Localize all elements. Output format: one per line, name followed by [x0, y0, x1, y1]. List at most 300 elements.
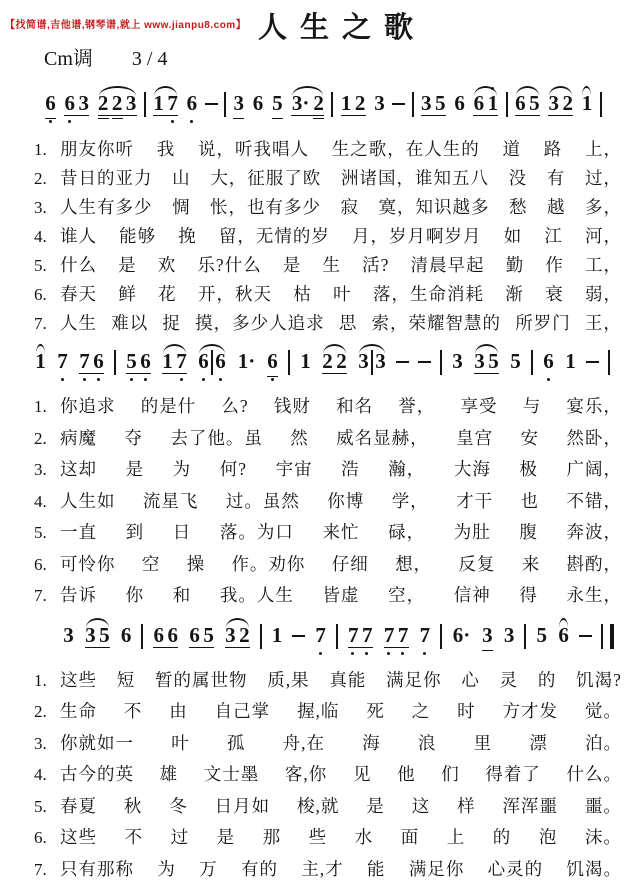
lyric-segment: 操	[187, 549, 206, 580]
note-1	[486, 87, 499, 125]
lyric-segments	[60, 728, 622, 760]
note-3	[473, 345, 486, 383]
note-group	[266, 345, 279, 383]
barline	[331, 92, 333, 117]
note-digit: 3	[420, 92, 433, 114]
lyric-segment: 开，秋天	[198, 280, 272, 309]
lyric-segments	[60, 391, 622, 422]
note-6	[92, 345, 105, 383]
lyric-segment: 渐	[505, 280, 524, 309]
lyric-segment: 夺	[124, 423, 143, 454]
note-group	[420, 87, 447, 125]
note-digit: 7	[56, 350, 69, 372]
note-3	[224, 619, 237, 657]
note-6	[166, 619, 179, 657]
lyric-segment: 舟,在	[283, 728, 325, 760]
lyric-segment: 生命	[60, 696, 97, 728]
verse-number: 4.	[34, 487, 60, 518]
note-2	[111, 87, 124, 125]
song-title: 人生之歌	[22, 12, 640, 44]
lyric-segment: 过	[171, 822, 190, 854]
note-3	[77, 87, 90, 125]
lyric-segment: 一直	[60, 517, 97, 548]
beam-underline	[153, 115, 178, 116]
note-digit: 2	[238, 624, 251, 646]
lyric-segment: 秋	[124, 791, 143, 823]
note-digit: 1·	[236, 350, 257, 372]
lyric-segment: 的	[493, 822, 512, 854]
note-digit: 3	[357, 350, 370, 372]
verse-number: 6.	[34, 550, 60, 581]
lyric-segment: 朋友你听	[60, 135, 134, 164]
note-3	[84, 619, 97, 657]
note-group	[290, 87, 325, 125]
lyric-segment: 得	[519, 580, 538, 611]
lyric-line	[0, 135, 640, 164]
lyric-segment: 我	[157, 135, 176, 164]
note-digit: 6	[166, 624, 179, 646]
verse-number: 4.	[34, 222, 60, 251]
note-6	[63, 87, 76, 125]
lyric-line	[0, 222, 640, 251]
lyric-segments	[60, 486, 622, 517]
lyric-segment: 噩。	[585, 791, 622, 823]
note-group	[347, 619, 374, 657]
note-digit: 5	[98, 624, 111, 646]
note-group	[152, 619, 179, 657]
duration-dash	[392, 103, 405, 105]
verse-number: 5.	[34, 518, 60, 549]
lyric-segment: 愁	[509, 193, 528, 222]
lyric-segment: 日月如	[215, 791, 271, 823]
note-group	[62, 619, 75, 657]
lyric-segment: 落。为口	[220, 517, 294, 548]
note-6	[451, 619, 472, 657]
lyric-segment: 广阔，	[566, 454, 622, 485]
lyric-segment: 满足你	[386, 665, 442, 697]
note-2	[335, 345, 348, 383]
lyric-segment: 去了他。虽	[170, 423, 263, 454]
note-1	[340, 87, 353, 125]
lyric-segment: 里	[474, 728, 493, 760]
beam-underline	[474, 373, 499, 374]
lyric-segment: 自己掌	[215, 696, 271, 728]
lyric-segment: 时	[457, 696, 476, 728]
note-digit: 6	[557, 624, 570, 646]
note-2	[97, 87, 110, 125]
barline	[412, 92, 414, 117]
beam-underline	[322, 373, 347, 374]
lyric-segment: 皇宫	[456, 423, 493, 454]
lyric-segment: 碌，	[388, 517, 425, 548]
lyric-line	[0, 251, 640, 280]
lyric-segment: 所罗门	[515, 309, 571, 338]
lyric-segment: 们	[441, 759, 460, 791]
lyric-segment: 道	[503, 135, 522, 164]
lyric-segment: 不	[125, 822, 144, 854]
lyric-segments	[60, 135, 622, 164]
octave-dot-below	[130, 378, 133, 381]
lyric-segment: 学，	[392, 486, 429, 517]
lyric-line	[0, 280, 640, 309]
lyric-segment: 你	[126, 580, 145, 611]
note-digit: 6	[152, 624, 165, 646]
note-digit: 2	[561, 92, 574, 114]
verse-number: 2.	[34, 424, 60, 455]
beam-underline	[85, 647, 110, 648]
note-group	[299, 345, 312, 383]
watermark-text: 【找简谱,吉他谱,钢琴谱,就上 www.jianpu8.com】	[5, 16, 246, 31]
lyric-segment: 浩	[341, 454, 360, 485]
lyric-segment: 清晨早起	[411, 251, 485, 280]
verse-number: 3.	[34, 193, 60, 222]
lyric-segment: 挽	[178, 222, 197, 251]
lyric-segment: 灵	[500, 665, 519, 697]
note-digit: 5	[487, 350, 500, 372]
lyric-segment: 然卧，	[566, 423, 622, 454]
note-digit: 3	[503, 624, 516, 646]
lyric-segment: 这	[412, 791, 431, 823]
lyric-segments	[60, 854, 622, 885]
lyric-segment: 与	[523, 391, 542, 422]
barline	[224, 92, 226, 117]
note-5	[528, 87, 541, 125]
lyric-segment: 皆虚	[323, 580, 360, 611]
lyric-line	[0, 822, 640, 854]
lyric-segment: 有	[547, 164, 566, 193]
note-7	[361, 619, 374, 657]
lyric-segment: 思	[339, 309, 358, 338]
note-6	[542, 345, 555, 383]
duration-dash	[586, 361, 599, 363]
lyric-segment: 枯	[293, 280, 312, 309]
lyric-segment: 工，	[585, 251, 622, 280]
note-5	[434, 87, 447, 125]
lyric-segment: 勤	[506, 251, 525, 280]
verse-number: 1.	[34, 665, 60, 697]
note-group	[503, 619, 516, 657]
note-3	[62, 619, 75, 657]
lyric-segment: 人生	[60, 309, 97, 338]
note-group	[509, 345, 522, 383]
note-digit: 2	[335, 350, 348, 372]
lyric-segment: 方才发	[503, 696, 559, 728]
note-1	[299, 345, 312, 383]
lyric-segment: 然	[290, 423, 309, 454]
barline	[371, 350, 373, 375]
beam-underline	[162, 373, 187, 374]
lyric-segment: 浑浑噩	[503, 791, 559, 823]
lyric-line	[0, 486, 640, 518]
note-7	[314, 619, 327, 657]
lyric-segment: 死	[366, 696, 385, 728]
note-1	[580, 87, 593, 125]
note-digit: 5	[125, 350, 138, 372]
note-digit: 6	[185, 92, 198, 114]
lyric-segment: 文士墨	[204, 759, 260, 791]
lyric-segment: 大，征服了欧	[210, 164, 321, 193]
note-group	[236, 345, 257, 383]
lyric-line	[0, 454, 640, 486]
lyric-segment: 饥渴?	[576, 665, 622, 697]
note-7	[397, 619, 410, 657]
lyric-segment: 能	[367, 854, 386, 885]
octave-dot-below	[387, 652, 390, 655]
note-digit: 5	[509, 350, 522, 372]
note-group	[418, 619, 431, 657]
lyric-segments	[60, 517, 622, 548]
verse-block-2	[0, 391, 640, 612]
note-digit: 6·	[451, 624, 472, 646]
lyric-segment: 面	[401, 822, 420, 854]
lyric-segment: 说，听我唱人	[198, 135, 309, 164]
lyric-segment: 乐?什么	[197, 251, 261, 280]
lyric-segment: 威名显赫，	[336, 423, 429, 454]
lyric-segment: 难以	[111, 309, 148, 338]
note-group	[514, 87, 541, 125]
barline	[141, 624, 143, 649]
note-digit: 6	[472, 92, 485, 114]
lyric-segment: 生之歌，在人生的	[332, 135, 480, 164]
beam-underline	[313, 118, 324, 119]
lyric-segment: 奔波，	[567, 517, 623, 548]
beam-underline	[153, 647, 178, 648]
verse-number: 1.	[34, 135, 60, 164]
note-digit: 2	[354, 92, 367, 114]
music-line-3	[0, 619, 640, 661]
note-3	[357, 345, 370, 383]
note-digit: 3	[473, 350, 486, 372]
lyric-segment: 握,临	[297, 696, 339, 728]
sheet-music-page	[0, 12, 640, 870]
note-6	[557, 619, 570, 657]
note-3	[232, 87, 245, 125]
lyric-segment: 人生有多少	[60, 193, 153, 222]
lyric-segment: 想，	[395, 549, 432, 580]
note-group	[472, 87, 499, 125]
note-group	[535, 619, 548, 657]
verse-block-3	[0, 665, 640, 885]
lyric-segment: 怅，也有多少	[210, 193, 321, 222]
verse-number: 1.	[34, 392, 60, 423]
octave-dot-below	[144, 378, 147, 381]
octave-dot-below	[49, 120, 52, 123]
verse-number: 5.	[34, 251, 60, 280]
barline	[600, 92, 602, 117]
lyric-segment: 永生，	[567, 580, 623, 611]
note-digit: 6	[197, 350, 210, 372]
note-5	[535, 619, 548, 657]
verse-number: 2.	[34, 164, 60, 193]
barline	[288, 350, 290, 375]
note-digit: 6	[139, 350, 152, 372]
lyric-segment: 生	[322, 251, 341, 280]
barline	[260, 624, 262, 649]
music-line-2	[0, 345, 640, 387]
note-group	[473, 345, 500, 383]
note-5	[509, 345, 522, 383]
note-group	[373, 87, 386, 125]
lyric-segment: 不	[124, 696, 143, 728]
lyric-segment: 春天	[60, 280, 97, 309]
lyric-segment: 落，生命消耗	[373, 280, 484, 309]
note-group	[557, 619, 570, 657]
lyric-segment: 洲诸国，谁知五八	[341, 164, 489, 193]
beam-underline	[98, 115, 137, 116]
note-3	[451, 345, 464, 383]
lyric-segment: 极	[519, 454, 538, 485]
barline	[608, 350, 610, 375]
lyric-segment: 越	[547, 193, 566, 222]
note-group	[321, 345, 348, 383]
lyric-segment: 病魔	[60, 423, 97, 454]
lyric-segment: 样	[457, 791, 476, 823]
note-2	[312, 87, 325, 125]
note-6	[188, 619, 201, 657]
lyric-segment: 昔日的亚力	[60, 164, 153, 193]
lyric-segment: 大海	[454, 454, 491, 485]
lyric-segment: 弱，	[585, 280, 622, 309]
note-group	[271, 619, 284, 657]
lyric-segment: 暂的属世物	[155, 665, 248, 697]
barline	[531, 350, 533, 375]
note-digit: 7	[383, 624, 396, 646]
octave-dot-below	[97, 378, 100, 381]
beam-underline	[515, 115, 540, 116]
beam-underline	[64, 115, 89, 116]
lyric-segments	[60, 164, 622, 193]
lyric-segments	[60, 454, 622, 485]
lyric-segment: 叶	[171, 728, 190, 760]
note-5	[125, 345, 138, 383]
note-digit: 1	[34, 350, 47, 372]
beam-underline	[473, 115, 498, 116]
note-group	[56, 345, 69, 383]
lyric-segment: 的是什	[141, 391, 197, 422]
lyric-segment: 才干	[456, 486, 493, 517]
lyric-segment: 春夏	[60, 791, 97, 823]
key-label: Cm调	[44, 48, 93, 70]
note-5	[98, 619, 111, 657]
note-group	[188, 619, 215, 657]
lyric-segment: 之	[412, 696, 431, 728]
lyric-segment: 和名	[336, 391, 373, 422]
duration-dash	[292, 635, 305, 637]
note-digit: 7	[397, 624, 410, 646]
lyric-segment: 是	[126, 454, 145, 485]
lyric-segment: 如	[504, 222, 523, 251]
barline	[506, 92, 508, 117]
note-digit: 6	[252, 92, 265, 114]
note-group	[383, 619, 410, 657]
lyric-segment: 是	[217, 822, 236, 854]
beam-underline	[233, 118, 244, 119]
lyric-line	[0, 391, 640, 423]
lyric-segment: 只有那称	[60, 854, 134, 885]
lyric-segment: 见	[353, 759, 372, 791]
lyric-segment: 路	[544, 135, 563, 164]
lyric-segments	[60, 580, 622, 611]
note-digit: 7	[361, 624, 374, 646]
note-digit: 6	[542, 350, 555, 372]
verse-block-1	[0, 135, 640, 338]
lyric-segment: 享受	[461, 391, 498, 422]
note-digit: 3	[62, 624, 75, 646]
lyric-segment: 山	[172, 164, 191, 193]
lyric-segment: 人生如	[60, 486, 116, 517]
note-group	[120, 619, 133, 657]
beam-underline	[348, 647, 373, 648]
barline	[144, 92, 146, 117]
lyric-line	[0, 759, 640, 791]
lyric-segment: 惆	[172, 193, 191, 222]
lyric-segment: 到	[126, 517, 145, 548]
note-digit: 1	[340, 92, 353, 114]
lyric-segment: 空，	[388, 580, 425, 611]
lyric-line	[0, 517, 640, 549]
lyric-segment: 也	[521, 486, 540, 517]
lyric-segment: 上，	[585, 135, 622, 164]
note-group	[84, 619, 111, 657]
note-group	[481, 619, 494, 657]
lyric-segment: 斟酌，	[567, 549, 623, 580]
lyric-segments	[60, 665, 622, 697]
lyric-segment: 心	[461, 665, 480, 697]
note-6	[44, 87, 57, 125]
lyric-segment: 腹	[519, 517, 538, 548]
lyric-segment: 谁人	[60, 222, 97, 251]
note-7	[347, 619, 360, 657]
barline	[440, 350, 442, 375]
lyric-segment: 何?	[220, 454, 247, 485]
note-group	[271, 87, 284, 125]
note-7	[166, 87, 179, 125]
lyric-segment: 这些	[60, 822, 97, 854]
verse-number: 4.	[34, 759, 60, 791]
verse-number: 6.	[34, 280, 60, 309]
lyric-segment: 空	[142, 549, 161, 580]
note-digit: 3	[373, 92, 386, 114]
lyric-segment: 寂	[341, 193, 360, 222]
octave-dot-below	[423, 652, 426, 655]
barline	[440, 624, 442, 649]
note-group	[451, 619, 472, 657]
note-group	[252, 87, 265, 125]
lyric-segment: 冬	[169, 791, 188, 823]
note-1	[236, 345, 257, 383]
time-signature: 3 / 4	[132, 48, 168, 70]
note-1	[271, 619, 284, 657]
lyric-segment: 月，岁月啊岁月	[352, 222, 482, 251]
note-group	[314, 619, 327, 657]
note-3	[420, 87, 433, 125]
note-3	[481, 619, 494, 657]
beam-underline	[126, 373, 151, 374]
beam-underline	[189, 647, 214, 648]
note-3	[503, 619, 516, 657]
lyric-segment: 能够	[119, 222, 156, 251]
note-6	[185, 87, 198, 125]
note-6	[120, 619, 133, 657]
barline	[336, 624, 338, 649]
note-6	[472, 87, 485, 125]
duration-dash	[418, 361, 431, 363]
note-digit: 6	[266, 350, 279, 372]
octave-dot-below	[401, 652, 404, 655]
lyric-segment: 海	[362, 728, 381, 760]
note-digit: 1	[580, 92, 593, 114]
lyric-segments	[60, 759, 622, 791]
